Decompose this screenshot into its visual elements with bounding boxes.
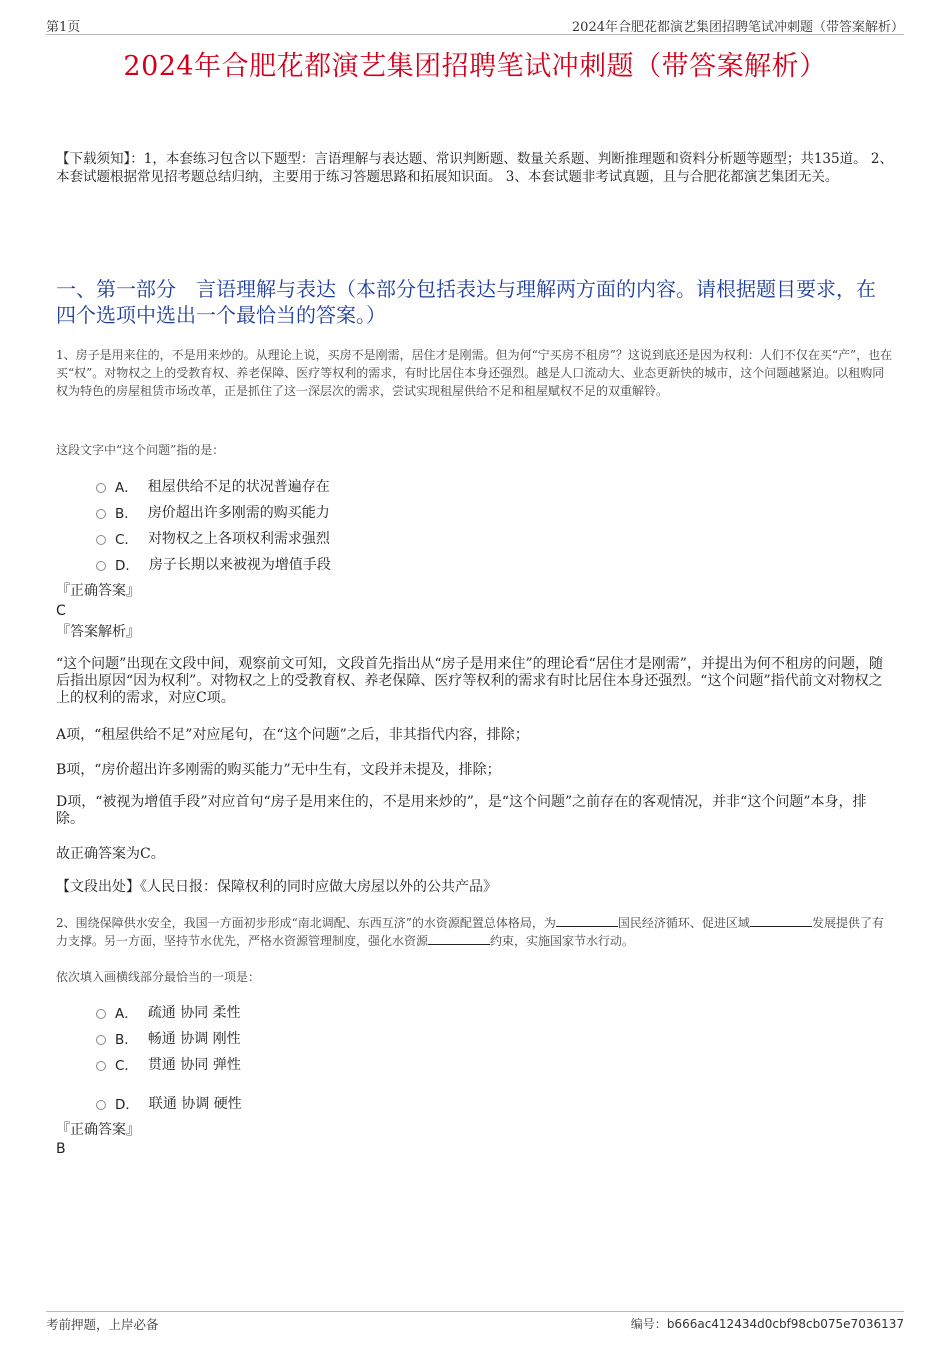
download-notice: 【下载须知】：1，本套练习包含以下题型：言语理解与表达题、常识判断题、数量关系题、判断推理题和资料分析题等题型；共135道。 2、本套试题根据常见招考题总结归纳，主要用于练习答题思路和拓展知识面。 3、本套试题非考试真题，且与合肥花都演艺集团无关。	[56, 151, 893, 185]
q2-passage-part: 2、围绕保障供水安全，我国一方面初步形成“南北调配、东西互济”的水资源配置总体格局，为	[56, 916, 556, 930]
option-letter: A．	[115, 1006, 138, 1022]
option-letter: B．	[115, 1032, 138, 1048]
radio-icon[interactable]	[96, 483, 106, 493]
q1-analysis-para: D项，“被视为增值手段”对应首句“房子是用来住的，不是用来炒的”，是“这个问题”之前存在的客观情况，并非“这个问题”本身，排除。	[56, 794, 867, 827]
header-doc-title: 2024年合肥花都演艺集团招聘笔试冲刺题（带答案解析）	[571, 20, 904, 35]
option-text: 联通 协调 硬性	[148, 1096, 242, 1112]
radio-icon[interactable]	[96, 1035, 106, 1045]
q1-source: 【文段出处】《人民日报：保障权利的同时应做大房屋以外的公共产品》	[56, 879, 497, 895]
q1-option-a[interactable]	[96, 476, 330, 496]
q1-option-d[interactable]	[96, 554, 331, 574]
option-letter: C．	[115, 532, 138, 548]
option-text: 畅通 协调 刚性	[147, 1031, 241, 1047]
radio-icon[interactable]	[96, 535, 106, 545]
radio-icon[interactable]	[96, 1061, 106, 1071]
q2-passage	[56, 914, 894, 950]
q1-analysis-para: A项，“租屋供给不足”对应尾句，在“这个问题”之后，非其指代内容，排除；	[56, 727, 529, 743]
q1-answer: C	[56, 603, 66, 619]
fill-blank	[428, 932, 490, 945]
q1-passage: 1、房子是用来住的，不是用来炒的。从理论上说，买房不是刚需，居住才是刚需。但为何“宁买房不租房”？这说到底还是因为权利：人们不仅在买“产”，也在买“权”。对物权之上的受教育权、养老保障、医疗等权利的需求，有时比居住本身还强烈。越是人口流动大、业态更新快的城市，这个问题越紧迫。以租购同权为特色的房屋租赁市场改革，正是抓住了这一深层次的需求，尝试实现租屋供给不足和租屋赋权不足的双重解铃。	[56, 348, 893, 398]
option-letter: D．	[115, 558, 139, 574]
footer-code	[631, 1315, 904, 1332]
radio-icon[interactable]	[96, 561, 106, 571]
page-number: 第1页	[46, 20, 81, 35]
radio-icon[interactable]	[96, 1009, 106, 1019]
option-letter: B．	[115, 506, 138, 522]
option-letter: C．	[115, 1058, 138, 1074]
option-text: 贯通 协同 弹性	[147, 1057, 241, 1073]
q1-analysis-para: “这个问题”出现在文段中间，观察前文可知，文段首先指出从“房子是用来住”的理论看“居住才是刚需”，并提出为何不租房的问题，随后指出原因“因为权利”。对物权之上的受教育权、养老保障、医疗等权利的需求有时比居住本身还强烈。“这个问题”指代前文对物权之上的权利的需求，对应C项。	[56, 656, 883, 706]
option-text: 对物权之上各项权利需求强烈	[147, 531, 330, 547]
footer-code-value: b666ac412434d0cbf98cb075e7036137	[666, 1317, 904, 1331]
footer-slogan: 考前押题，上岸必备	[46, 1317, 159, 1332]
q2-answer: B	[56, 1141, 66, 1157]
q2-option-c[interactable]	[96, 1054, 241, 1074]
option-text: 疏通 协同 柔性	[147, 1005, 241, 1021]
q2-prompt: 依次填入画横线部分最恰当的一项是：	[56, 970, 261, 984]
option-letter: A．	[115, 480, 138, 496]
q1-answer-label: 『正确答案』	[56, 583, 140, 599]
q2-option-d[interactable]	[96, 1093, 242, 1113]
q2-passage-part: 发展提供了有力支撑。另一方面，坚持节水优先，严格水资源管理制度，强化水资源	[56, 916, 884, 948]
q2-passage-part: 约束，实施国家节水行动。	[490, 934, 635, 948]
option-letter: D．	[115, 1097, 139, 1113]
option-text: 房价超出许多刚需的购买能力	[147, 505, 330, 521]
radio-icon[interactable]	[96, 1100, 106, 1110]
fill-blank	[750, 914, 812, 927]
page-header	[46, 14, 904, 35]
q1-prompt: 这段文字中“这个问题”指的是：	[56, 443, 225, 457]
q1-analysis-para: B项，“房价超出许多刚需的购买能力”无中生有，文段并未提及，排除；	[56, 762, 501, 778]
q2-option-b[interactable]	[96, 1028, 241, 1048]
q2-passage-part: 国民经济循环、促进区域	[617, 916, 750, 930]
section-title: 一、第一部分 言语理解与表达（本部分包括表达与理解两方面的内容。请根据题目要求，在四个选项中选出一个最恰当的答案。）	[56, 277, 876, 327]
footer-code-label: 编号：	[630, 1317, 667, 1331]
radio-icon[interactable]	[96, 509, 106, 519]
q1-option-b[interactable]	[96, 502, 330, 522]
q2-answer-label: 『正确答案』	[56, 1122, 140, 1138]
page-footer	[46, 1311, 904, 1334]
fill-blank	[556, 914, 618, 927]
document-title: 2024年合肥花都演艺集团招聘笔试冲刺题（带答案解析）	[123, 51, 827, 82]
option-text: 房子长期以来被视为增值手段	[148, 557, 331, 573]
q1-analysis-para: 故正确答案为C。	[56, 846, 165, 862]
option-text: 租屋供给不足的状况普遍存在	[147, 479, 330, 495]
q1-option-c[interactable]	[96, 528, 330, 548]
q1-analysis-label: 『答案解析』	[56, 624, 140, 640]
q2-option-a[interactable]	[96, 1002, 241, 1022]
